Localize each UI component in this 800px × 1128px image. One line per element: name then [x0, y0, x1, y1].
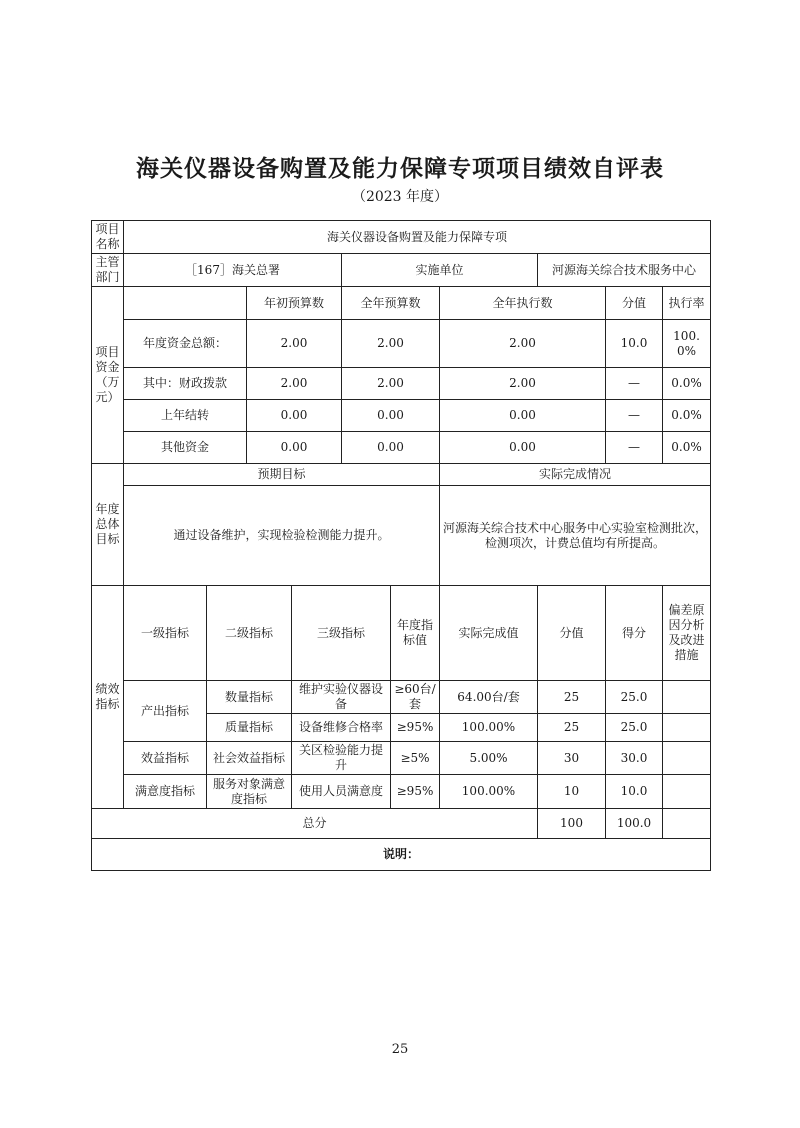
- impl-label: 实施单位: [342, 254, 538, 287]
- funds-cell: 0.0%: [663, 368, 711, 400]
- perf-target: ≥95%: [391, 775, 440, 809]
- funds-header-row: [92, 287, 711, 320]
- dept-label: 主管部门: [92, 254, 124, 287]
- perf-l1: 产出指标: [124, 681, 207, 742]
- funds-row: [92, 320, 711, 368]
- funds-cell: 0.00: [247, 432, 342, 464]
- perf-l3: 关区检验能力提升: [292, 742, 391, 775]
- funds-cell: 2.00: [342, 368, 440, 400]
- perf-row: [92, 681, 711, 714]
- total-label: 总分: [92, 809, 538, 839]
- perf-got: 30.0: [606, 742, 663, 775]
- project-name-label: 项目名称: [92, 221, 124, 254]
- perf-l2: 数量指标: [207, 681, 292, 714]
- perf-score: 25: [538, 714, 606, 742]
- perf-row: [92, 742, 711, 775]
- funds-row: [92, 400, 711, 432]
- perf-label: 绩效指标: [92, 586, 124, 809]
- perf-header: 偏差原因分析及改进措施: [663, 586, 711, 681]
- perf-header: 实际完成值: [440, 586, 538, 681]
- funds-cell: 0.00: [342, 432, 440, 464]
- funds-cell: —: [606, 400, 663, 432]
- perf-header: 一级指标: [124, 586, 207, 681]
- perf-actual: 64.00台/套: [440, 681, 538, 714]
- perf-remark: [663, 714, 711, 742]
- expected-header: 预期目标: [124, 464, 440, 486]
- page-title: 海关仪器设备购置及能力保障专项项目绩效自评表: [136, 155, 664, 182]
- funds-row-name: 上年结转: [124, 400, 247, 432]
- perf-header: 年度指标值: [391, 586, 440, 681]
- perf-l3: 设备维修合格率: [292, 714, 391, 742]
- funds-label: 项目资金（万元）: [92, 287, 124, 464]
- perf-header: 分值: [538, 586, 606, 681]
- perf-header: 三级指标: [292, 586, 391, 681]
- funds-cell: 10.0: [606, 320, 663, 368]
- funds-header: 执行率: [663, 287, 711, 320]
- funds-cell: 0.0%: [663, 432, 711, 464]
- perf-actual: 5.00%: [440, 742, 538, 775]
- perf-got: 25.0: [606, 681, 663, 714]
- perf-target: ≥95%: [391, 714, 440, 742]
- funds-cell: 2.00: [247, 320, 342, 368]
- page-subtitle: （2023 年度）: [351, 189, 449, 205]
- funds-row-name: 其中：财政拨款: [124, 368, 247, 400]
- perf-header-row: [92, 586, 711, 681]
- project-name-row: [92, 221, 711, 254]
- funds-cell: 2.00: [440, 368, 606, 400]
- perf-score: 10: [538, 775, 606, 809]
- funds-row: [92, 368, 711, 400]
- funds-cell: 0.00: [440, 400, 606, 432]
- note-row: [92, 839, 711, 871]
- impl-value: 河源海关综合技术服务中心: [538, 254, 711, 287]
- dept-row: [92, 254, 711, 287]
- funds-header: 分值: [606, 287, 663, 320]
- goals-header-row: [92, 464, 711, 486]
- funds-header: 全年执行数: [440, 287, 606, 320]
- perf-got: 25.0: [606, 714, 663, 742]
- funds-cell: 0.00: [342, 400, 440, 432]
- perf-l3: 使用人员满意度: [292, 775, 391, 809]
- dept-value: ［167］海关总署: [124, 254, 342, 287]
- total-row: [92, 809, 711, 839]
- funds-cell: 100.0%: [663, 320, 711, 368]
- funds-cell: 2.00: [342, 320, 440, 368]
- funds-cell: 2.00: [247, 368, 342, 400]
- funds-header: 年初预算数: [247, 287, 342, 320]
- funds-cell: —: [606, 432, 663, 464]
- perf-l2: 质量指标: [207, 714, 292, 742]
- goals-label: 年度总体目标: [92, 464, 124, 586]
- perf-row: [92, 775, 711, 809]
- perf-remark: [663, 742, 711, 775]
- perf-actual: 100.00%: [440, 775, 538, 809]
- funds-cell: 2.00: [440, 320, 606, 368]
- actual-text: 河源海关综合技术中心服务中心实验室检测批次，检测项次，计费总值均有所提高。: [440, 486, 711, 586]
- total-score: 100: [538, 809, 606, 839]
- funds-row: [92, 432, 711, 464]
- funds-row-name: 年度资金总额：: [124, 320, 247, 368]
- perf-score: 25: [538, 681, 606, 714]
- perf-remark: [663, 775, 711, 809]
- funds-cell: —: [606, 368, 663, 400]
- project-name-value: 海关仪器设备购置及能力保障专项: [124, 221, 711, 254]
- perf-remark: [663, 681, 711, 714]
- perf-header: 得分: [606, 586, 663, 681]
- perf-l1: 满意度指标: [124, 775, 207, 809]
- funds-cell: 0.0%: [663, 400, 711, 432]
- perf-l3: 维护实验仪器设备: [292, 681, 391, 714]
- perf-l1: 效益指标: [124, 742, 207, 775]
- perf-l2: 社会效益指标: [207, 742, 292, 775]
- expected-text: 通过设备维护，实现检验检测能力提升。: [124, 486, 440, 586]
- perf-actual: 100.00%: [440, 714, 538, 742]
- perf-target: ≥60台/套: [391, 681, 440, 714]
- funds-cell: 0.00: [247, 400, 342, 432]
- actual-header: 实际完成情况: [440, 464, 711, 486]
- perf-target: ≥5%: [391, 742, 440, 775]
- goals-content-row: [92, 486, 711, 586]
- funds-header: 全年预算数: [342, 287, 440, 320]
- total-got: 100.0: [606, 809, 663, 839]
- note-label: 说明：: [92, 839, 711, 871]
- perf-score: 30: [538, 742, 606, 775]
- funds-row-name: 其他资金: [124, 432, 247, 464]
- evaluation-table: [91, 220, 711, 871]
- perf-header: 二级指标: [207, 586, 292, 681]
- funds-cell: 0.00: [440, 432, 606, 464]
- page-number: 25: [391, 1042, 409, 1057]
- perf-got: 10.0: [606, 775, 663, 809]
- perf-l2: 服务对象满意度指标: [207, 775, 292, 809]
